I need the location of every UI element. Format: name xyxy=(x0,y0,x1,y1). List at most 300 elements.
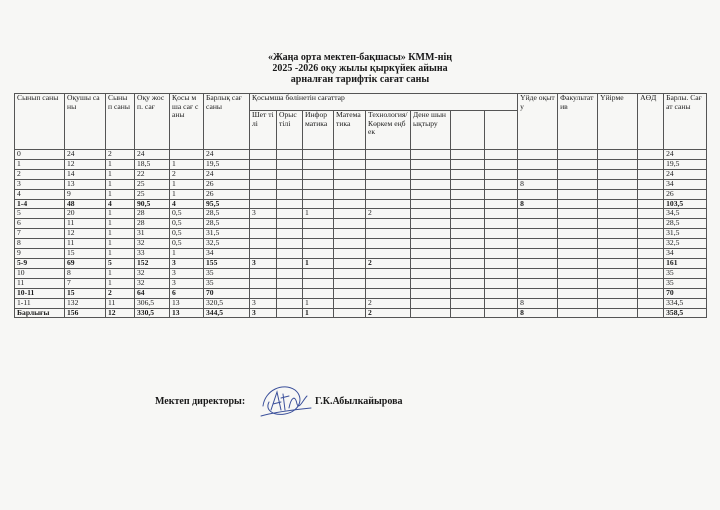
table-cell xyxy=(518,258,558,268)
table-cell: 31 xyxy=(135,229,170,239)
subheader-empty xyxy=(451,111,485,150)
table-cell: 22 xyxy=(135,169,170,179)
title-line-1: «Жаңа орта мектеп-бақшасы» КММ-нің xyxy=(267,52,453,63)
table-cell: 1 xyxy=(106,239,135,249)
table-cell xyxy=(411,239,451,249)
table-cell: 9 xyxy=(65,189,106,199)
table-cell: 18,5 xyxy=(135,159,170,169)
table-cell xyxy=(598,258,638,268)
table-cell xyxy=(250,278,277,288)
table-cell xyxy=(411,268,451,278)
table-cell xyxy=(366,239,411,249)
table-cell xyxy=(334,199,366,209)
table-cell: 10-11 xyxy=(15,288,65,298)
table-cell xyxy=(451,268,485,278)
table-cell: 344,5 xyxy=(204,308,250,318)
table-cell xyxy=(250,239,277,249)
table-cell: 306,5 xyxy=(135,298,170,308)
table-cell xyxy=(518,278,558,288)
subheader-pe: Дене шынықтыру xyxy=(411,111,451,150)
table-cell xyxy=(277,278,303,288)
table-cell xyxy=(638,229,664,239)
table-cell xyxy=(250,229,277,239)
table-cell: 3 xyxy=(250,298,277,308)
table-cell xyxy=(303,239,334,249)
table-cell: 11 xyxy=(65,219,106,229)
table-cell: 2 xyxy=(366,209,411,219)
table-cell: 19,5 xyxy=(664,159,707,169)
table-cell xyxy=(558,288,598,298)
table-cell: 20 xyxy=(65,209,106,219)
subheader-foreign-lang: Шет тілі xyxy=(250,111,277,150)
table-cell xyxy=(303,159,334,169)
table-cell: 330,5 xyxy=(135,308,170,318)
table-cell: 5 xyxy=(15,209,65,219)
table-cell xyxy=(638,239,664,249)
table-cell xyxy=(518,150,558,160)
table-cell: 0,5 xyxy=(170,229,204,239)
table-cell: 11 xyxy=(15,278,65,288)
table-cell: 32 xyxy=(135,268,170,278)
table-cell xyxy=(485,249,518,259)
table-cell xyxy=(277,169,303,179)
table-cell xyxy=(518,249,558,259)
table-cell: 12 xyxy=(65,159,106,169)
table-cell: 26 xyxy=(204,179,250,189)
table-cell xyxy=(485,219,518,229)
table-cell xyxy=(250,288,277,298)
table-cell xyxy=(334,229,366,239)
table-cell: 6 xyxy=(170,288,204,298)
table-cell: 28,5 xyxy=(204,209,250,219)
table-cell: 6 xyxy=(15,219,65,229)
table-cell xyxy=(518,239,558,249)
director-label: Мектеп директоры: xyxy=(155,396,246,407)
table-cell xyxy=(451,169,485,179)
table-cell xyxy=(598,159,638,169)
table-cell: 28,5 xyxy=(664,219,707,229)
table-row xyxy=(15,189,707,199)
table-cell xyxy=(411,249,451,259)
table-cell xyxy=(303,199,334,209)
table-cell xyxy=(334,169,366,179)
table-cell xyxy=(366,150,411,160)
table-cell xyxy=(411,229,451,239)
table-cell: 5 xyxy=(106,258,135,268)
table-row xyxy=(15,159,707,169)
table-cell xyxy=(411,308,451,318)
table-cell xyxy=(558,150,598,160)
table-row xyxy=(15,278,707,288)
table-cell xyxy=(638,278,664,288)
table-cell: 35 xyxy=(204,278,250,288)
table-cell xyxy=(366,278,411,288)
table-cell xyxy=(451,258,485,268)
table-cell xyxy=(598,239,638,249)
table-cell xyxy=(334,179,366,189)
table-cell: 70 xyxy=(664,288,707,298)
table-cell xyxy=(451,219,485,229)
table-cell xyxy=(250,199,277,209)
table-cell xyxy=(277,249,303,259)
table-cell xyxy=(170,150,204,160)
table-cell xyxy=(485,209,518,219)
table-cell: 33 xyxy=(135,249,170,259)
table-cell xyxy=(334,268,366,278)
table-cell: 320,5 xyxy=(204,298,250,308)
table-cell xyxy=(485,169,518,179)
table-row xyxy=(15,150,707,160)
table-cell xyxy=(485,298,518,308)
table-cell: 3 xyxy=(170,268,204,278)
table-cell xyxy=(277,159,303,169)
table-cell: 95,5 xyxy=(204,199,250,209)
table-cell xyxy=(411,150,451,160)
table-cell: 9 xyxy=(15,249,65,259)
table-row xyxy=(15,199,707,209)
table-cell: 1 xyxy=(170,249,204,259)
subheader-informatics: Информатика xyxy=(303,111,334,150)
table-row xyxy=(15,298,707,308)
table-cell xyxy=(277,150,303,160)
table-cell xyxy=(411,209,451,219)
table-cell: 64 xyxy=(135,288,170,298)
table-cell xyxy=(638,258,664,268)
table-cell: 155 xyxy=(204,258,250,268)
table-cell xyxy=(558,258,598,268)
table-row xyxy=(15,239,707,249)
table-cell: 12 xyxy=(65,229,106,239)
table-cell: 15 xyxy=(65,288,106,298)
table-cell: 34 xyxy=(204,249,250,259)
table-cell xyxy=(485,288,518,298)
table-cell xyxy=(277,199,303,209)
table-cell: 132 xyxy=(65,298,106,308)
table-cell xyxy=(411,199,451,209)
table-cell: 1 xyxy=(170,159,204,169)
table-cell: 28,5 xyxy=(204,219,250,229)
table-cell xyxy=(303,249,334,259)
table-cell xyxy=(277,209,303,219)
table-cell xyxy=(558,159,598,169)
table-cell xyxy=(411,169,451,179)
table-cell: 31,5 xyxy=(204,229,250,239)
table-cell: 4 xyxy=(106,199,135,209)
table-cell xyxy=(250,159,277,169)
table-cell: 1 xyxy=(303,209,334,219)
table-cell xyxy=(303,150,334,160)
table-cell: 26 xyxy=(204,189,250,199)
table-cell xyxy=(558,179,598,189)
header-additional-group: Қосымша бөлінетін сағаттар xyxy=(250,94,518,111)
table-cell xyxy=(250,249,277,259)
table-cell xyxy=(411,179,451,189)
table-cell xyxy=(518,169,558,179)
table-cell xyxy=(485,308,518,318)
table-cell xyxy=(598,298,638,308)
table-cell xyxy=(451,298,485,308)
table-cell xyxy=(277,258,303,268)
table-cell: 1 xyxy=(106,229,135,239)
table-cell: 32 xyxy=(135,278,170,288)
header-aod: АӨД xyxy=(638,94,664,150)
subheader-russian-lang: Орыс тілі xyxy=(277,111,303,150)
header-extra-hours: Қосы мша сағ саны xyxy=(170,94,204,150)
table-cell xyxy=(334,298,366,308)
table-cell: 34 xyxy=(664,179,707,189)
table-cell xyxy=(411,278,451,288)
header-total-hours: Барлық сағ саны xyxy=(204,94,250,150)
table-cell: 28 xyxy=(135,209,170,219)
table-cell: 70 xyxy=(204,288,250,298)
table-cell xyxy=(366,219,411,229)
table-cell xyxy=(485,268,518,278)
handwritten-signature-icon xyxy=(255,380,315,424)
table-cell xyxy=(334,288,366,298)
table-cell xyxy=(303,229,334,239)
director-name: Г.К.Абылкайырова xyxy=(315,396,403,407)
table-cell: 156 xyxy=(65,308,106,318)
table-cell xyxy=(485,150,518,160)
table-cell: 1 xyxy=(170,179,204,189)
table-cell xyxy=(250,150,277,160)
table-cell: 1-4 xyxy=(15,199,65,209)
table-cell xyxy=(598,308,638,318)
table-cell xyxy=(638,179,664,189)
table-cell xyxy=(638,209,664,219)
table-cell: 1 xyxy=(106,189,135,199)
table-row xyxy=(15,308,707,318)
table-cell: 13 xyxy=(170,298,204,308)
table-cell: 1 xyxy=(170,189,204,199)
table-cell: 3 xyxy=(15,179,65,189)
table-cell: 8 xyxy=(518,308,558,318)
table-cell: 1 xyxy=(303,258,334,268)
table-cell xyxy=(518,159,558,169)
table-cell xyxy=(485,199,518,209)
header-elective: Факультатив xyxy=(558,94,598,150)
table-cell xyxy=(366,288,411,298)
table-cell xyxy=(558,209,598,219)
table-cell xyxy=(366,249,411,259)
table-cell: 4 xyxy=(15,189,65,199)
title-line-2: 2025 -2026 оқу жылы қыркүйек айына xyxy=(272,63,448,74)
table-cell: 24 xyxy=(135,150,170,160)
table-cell: 3 xyxy=(250,258,277,268)
table-cell xyxy=(518,288,558,298)
table-cell: 69 xyxy=(65,258,106,268)
table-cell: 24 xyxy=(65,150,106,160)
table-cell xyxy=(250,189,277,199)
table-cell xyxy=(638,199,664,209)
table-cell: 1 xyxy=(106,278,135,288)
table-cell: 2 xyxy=(170,169,204,179)
table-cell xyxy=(598,209,638,219)
table-cell xyxy=(303,278,334,288)
table-cell: 334,5 xyxy=(664,298,707,308)
table-cell: 1 xyxy=(106,249,135,259)
table-cell xyxy=(366,199,411,209)
table-cell xyxy=(411,298,451,308)
table-cell xyxy=(558,308,598,318)
table-cell: 7 xyxy=(65,278,106,288)
table-cell xyxy=(638,308,664,318)
table-cell xyxy=(558,249,598,259)
table-cell xyxy=(638,298,664,308)
table-cell xyxy=(518,189,558,199)
table-cell xyxy=(451,308,485,318)
table-cell: 28 xyxy=(135,219,170,229)
table-cell xyxy=(277,298,303,308)
table-cell xyxy=(451,229,485,239)
table-cell: 19,5 xyxy=(204,159,250,169)
table-cell: 48 xyxy=(65,199,106,209)
table-cell: 1 xyxy=(106,159,135,169)
table-cell: 358,5 xyxy=(664,308,707,318)
table-cell xyxy=(558,298,598,308)
table-cell: 7 xyxy=(15,229,65,239)
table-cell xyxy=(598,288,638,298)
table-cell xyxy=(277,229,303,239)
table-cell: 1 xyxy=(106,209,135,219)
table-cell: 1 xyxy=(303,308,334,318)
table-cell: 8 xyxy=(65,268,106,278)
table-cell xyxy=(277,268,303,278)
title-line-3: арналған тарифтік сағат саны xyxy=(290,74,430,85)
table-cell: 35 xyxy=(204,268,250,278)
table-cell xyxy=(334,150,366,160)
table-cell xyxy=(334,249,366,259)
table-cell: 35 xyxy=(664,268,707,278)
table-cell: 3 xyxy=(250,308,277,318)
table-cell: 13 xyxy=(170,308,204,318)
table-cell: 2 xyxy=(366,258,411,268)
table-cell xyxy=(451,288,485,298)
header-club: Үйірме xyxy=(598,94,638,150)
table-cell xyxy=(638,159,664,169)
table-cell xyxy=(558,268,598,278)
table-cell xyxy=(598,169,638,179)
table-cell: 3 xyxy=(170,258,204,268)
table-cell xyxy=(451,150,485,160)
table-cell xyxy=(451,278,485,288)
table-cell xyxy=(366,159,411,169)
signature-block xyxy=(155,392,575,422)
table-row xyxy=(15,179,707,189)
table-cell: 24 xyxy=(204,169,250,179)
table-cell xyxy=(598,219,638,229)
table-cell xyxy=(598,150,638,160)
table-cell xyxy=(598,268,638,278)
table-cell xyxy=(366,189,411,199)
table-cell: 15 xyxy=(65,249,106,259)
table-cell xyxy=(366,229,411,239)
table-cell xyxy=(366,268,411,278)
table-cell xyxy=(558,219,598,229)
table-cell xyxy=(250,219,277,229)
table-cell xyxy=(303,189,334,199)
table-cell: 24 xyxy=(204,150,250,160)
table-cell: 2 xyxy=(106,150,135,160)
table-cell xyxy=(334,189,366,199)
table-cell xyxy=(303,288,334,298)
table-cell xyxy=(518,229,558,239)
table-cell xyxy=(334,278,366,288)
table-row xyxy=(15,229,707,239)
table-cell xyxy=(250,268,277,278)
table-cell xyxy=(598,278,638,288)
table-cell: 14 xyxy=(65,169,106,179)
table-cell xyxy=(485,189,518,199)
table-cell xyxy=(451,159,485,169)
table-cell xyxy=(451,239,485,249)
table-cell xyxy=(334,239,366,249)
table-cell xyxy=(277,288,303,298)
table-row xyxy=(15,288,707,298)
table-cell xyxy=(598,249,638,259)
table-cell: 8 xyxy=(518,199,558,209)
table-cell xyxy=(638,169,664,179)
table-cell: 103,5 xyxy=(664,199,707,209)
table-cell xyxy=(451,209,485,219)
table-cell: 2 xyxy=(15,169,65,179)
table-cell xyxy=(277,239,303,249)
table-cell xyxy=(558,278,598,288)
table-cell: 12 xyxy=(106,308,135,318)
table-cell xyxy=(411,159,451,169)
table-cell xyxy=(250,169,277,179)
table-cell xyxy=(638,219,664,229)
table-cell: 1 xyxy=(15,159,65,169)
table-cell: 1 xyxy=(106,179,135,189)
table-cell xyxy=(638,249,664,259)
table-cell: 0,5 xyxy=(170,209,204,219)
table-cell: 1 xyxy=(106,219,135,229)
table-cell xyxy=(558,229,598,239)
table-cell: 1 xyxy=(303,298,334,308)
table-cell xyxy=(250,179,277,189)
table-row xyxy=(15,169,707,179)
header-students: Оқушы саны xyxy=(65,94,106,150)
table-cell: 24 xyxy=(664,150,707,160)
header-home-study: Үйде оқыту xyxy=(518,94,558,150)
table-cell xyxy=(451,189,485,199)
table-cell xyxy=(277,219,303,229)
table-cell: 4 xyxy=(170,199,204,209)
table-cell xyxy=(334,258,366,268)
table-cell xyxy=(518,219,558,229)
table-row xyxy=(15,268,707,278)
header-classes: Сынып саны xyxy=(15,94,65,150)
table-cell xyxy=(334,308,366,318)
header-class-count: Сыны п саны xyxy=(106,94,135,150)
table-cell: 25 xyxy=(135,179,170,189)
header-plan-hours: Оқу жосп. сағ xyxy=(135,94,170,150)
table-cell: 2 xyxy=(366,308,411,318)
table-cell xyxy=(518,209,558,219)
table-cell: 0 xyxy=(15,150,65,160)
table-cell xyxy=(451,179,485,189)
table-cell xyxy=(485,179,518,189)
table-cell xyxy=(411,189,451,199)
table-row xyxy=(15,219,707,229)
table-cell xyxy=(277,179,303,189)
table-cell xyxy=(558,189,598,199)
table-cell: 26 xyxy=(664,189,707,199)
table-cell xyxy=(303,219,334,229)
tariff-hours-table xyxy=(14,93,707,318)
table-row xyxy=(15,258,707,268)
